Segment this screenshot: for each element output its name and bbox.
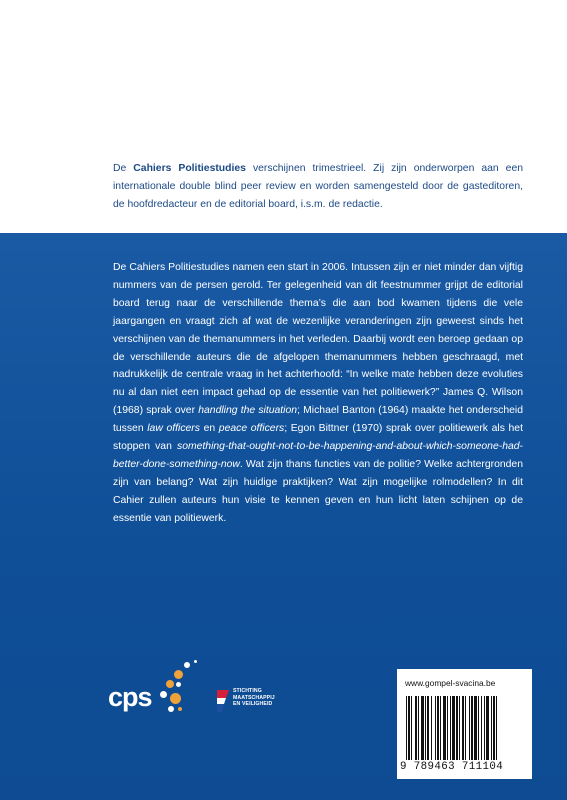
- logo-dot: [194, 660, 197, 663]
- blurb-italic-1: handling the situation: [198, 405, 298, 417]
- isbn-number: 9 789463 711104: [400, 761, 504, 773]
- flag-icon: [217, 688, 233, 714]
- blurb-part-1: De Cahiers Politiestudies namen een start in 2006. Intussen zijn er niet minder dan vijftig nummers van de persen gerold. Ter gelegenheid van dit feestnummer grijpt de editorial board terug naar de verschillende thema’s die aan bod kwamen tijdens die vele jaargangen en vraagt zich af wat de wezenlijke veranderingen zijn geweest sinds het verschijnen van de themanummers in het verleden. Daarbij wordt een beroep gedaan op de verschillende auteurs die de afgelopen themanummers hebben geschraagd, met nadrukkelijk de centrale vraag in het achterhoofd: “In welke mate hebben deze evoluties nu al dan niet een impact gehad op de essentie van het politiewerk?” James Q. Wilson (1968) sprak over: [113, 262, 523, 417]
- logo-dot: [176, 682, 181, 687]
- intro-journal-name: Cahiers Politiestudies: [133, 163, 246, 174]
- intro-prefix: De: [113, 163, 134, 174]
- intro-text: verschijnen trimestrieel. Zij zijn onderworpen aan een internationale double blind peer review en worden samengesteld door de gasteditoren, de hoofdredacteur en de editorial board, i.s.m. de redactie.: [113, 163, 524, 210]
- blurb-part-3: en: [199, 423, 219, 435]
- blurb-part-4: ; Egon Bittner (1970) sprak over politiewerk als het stoppen van: [113, 423, 523, 453]
- intro-paragraph: [113, 160, 523, 214]
- barcode-label: [397, 669, 532, 779]
- logo-dot: [184, 662, 190, 668]
- blurb-part-2: ; Michael Banton (1964) maakte het onderscheid tussen: [113, 405, 523, 435]
- publisher-url: www.gompel-svacina.be: [405, 678, 496, 688]
- back-cover-blurb: [113, 259, 523, 528]
- stichting-line-2: MAATSCHAPPIJ: [233, 694, 275, 701]
- logo-dot: [174, 670, 183, 679]
- barcode-icon: [406, 696, 526, 760]
- logo-dot: [170, 693, 181, 704]
- cps-wordmark: cps: [108, 682, 152, 712]
- cps-logo: [108, 660, 198, 720]
- logo-dot: [168, 706, 174, 712]
- stichting-maatschappij-logo: [217, 688, 301, 714]
- blurb-italic-4: something-that-ought-not-to-be-happening-and-about-which-someone-had-better-done-something-now: [113, 441, 523, 470]
- logo-dot: [178, 707, 182, 711]
- stichting-line-1: STICHTING: [233, 688, 262, 694]
- logo-dot: [166, 680, 174, 688]
- blurb-italic-3: peace officers: [218, 423, 285, 435]
- blurb-part-5: . Wat zijn thans functies van de politie? Welke achtergronden zijn van belang? Wat zijn huidige praktijken? Wat zijn mogelijke rolmodellen? In dit Cahier zullen auteurs hun visie te kennen geven en hun licht laten schijnen op de essentie van politiewerk.: [113, 458, 523, 524]
- logo-dot: [160, 691, 167, 698]
- blurb-italic-2: law officers: [147, 423, 200, 435]
- stichting-line-3: EN VEILIGHEID: [233, 701, 273, 708]
- stichting-wordmark: [233, 688, 299, 708]
